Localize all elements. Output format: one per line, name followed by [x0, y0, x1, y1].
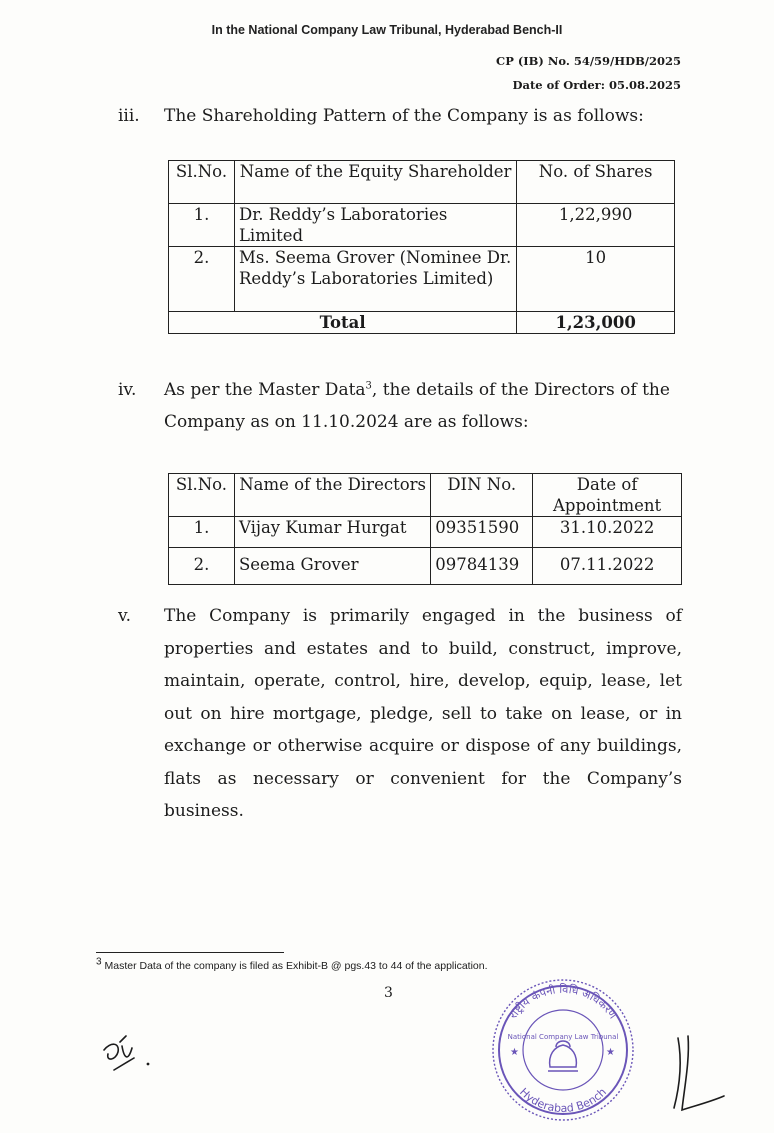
table-row [169, 548, 682, 585]
section-v-number: v. [118, 606, 131, 626]
initials-signature-left [96, 1028, 166, 1088]
directors-table [168, 473, 682, 585]
row-sl-no: 2. [169, 548, 235, 585]
row-sl-no: 1. [169, 204, 235, 247]
row-shares: 10 [517, 247, 675, 312]
table-header-row [169, 474, 682, 517]
order-date: Date of Order: 05.08.2025 [512, 78, 681, 92]
svg-text:राष्ट्रीय कंपनी विधि अधिकरण: राष्ट्रीय कंपनी विधि अधिकरण [506, 982, 620, 1022]
footnote-text: Master Data of the company is filed as Exhibit-B @ pgs.43 to 44 of the application. [101, 960, 488, 972]
row-din: 09351590 [431, 517, 533, 548]
signature-right [660, 1030, 740, 1115]
section-iv-text-end: , the details of the Directors of the Company as on 11.10.2024 are as follows: [164, 380, 670, 432]
header-sl-no: Sl.No. [169, 474, 235, 517]
shareholding-table [168, 160, 675, 334]
header-director-name: Name of the Directors [234, 474, 430, 517]
header-shareholder-name: Name of the Equity Shareholder [234, 161, 516, 204]
header-no-of-shares: No. of Shares [517, 161, 675, 204]
footnote [96, 956, 488, 972]
court-header: In the National Company Law Tribunal, Hyderabad Bench-II [211, 23, 563, 37]
row-shareholder-name: Ms. Seema Grover (Nominee Dr. Reddy’s Laboratories Limited) [234, 247, 516, 312]
total-label: Total [169, 312, 517, 334]
table-row [169, 517, 682, 548]
table-row [169, 204, 675, 247]
row-sl-no: 1. [169, 517, 235, 548]
section-v-text: The Company is primarily engaged in the business of properties and estates and to build, construct, improve, maintain, operate, control, hire, develop, equip, lease, let out on hire mortgage, pledge, sell to take on lease, or in exchange or otherwise acquire or dispose of any buildings, flats as necessary or convenient for the Company’s business. [164, 606, 682, 821]
page-number: 3 [384, 985, 393, 1001]
row-sl-no: 2. [169, 247, 235, 312]
header-din-no: DIN No. [431, 474, 533, 517]
row-shareholder-name: Dr. Reddy’s Laboratories Limited [234, 204, 516, 247]
svg-text:★: ★ [510, 1047, 519, 1058]
section-iii-number: iii. [118, 106, 140, 126]
section-iv-number: iv. [118, 380, 137, 400]
header-sl-no: Sl.No. [169, 161, 235, 204]
case-number: CP (IB) No. 54/59/HDB/2025 [496, 54, 681, 68]
section-iii-text: The Shareholding Pattern of the Company is as follows: [164, 106, 644, 126]
footnote-ref: 3 [365, 380, 372, 392]
table-header-row [169, 161, 675, 204]
table-total-row [169, 312, 675, 334]
section-iv-text [164, 374, 684, 438]
footnote-divider [96, 952, 284, 953]
svg-text:Hyderabad Bench: Hyderabad Bench [517, 1085, 609, 1116]
header-date-of-appointment: Date of Appointment [533, 474, 682, 517]
row-director-name: Seema Grover [234, 548, 430, 585]
section-iv-text-start: As per the Master Data [164, 380, 366, 400]
table-row [169, 247, 675, 312]
row-din: 09784139 [431, 548, 533, 585]
row-director-name: Vijay Kumar Hurgat [234, 517, 430, 548]
row-date: 07.11.2022 [533, 548, 682, 585]
svg-text:★: ★ [606, 1047, 615, 1058]
row-date: 31.10.2022 [533, 517, 682, 548]
total-value: 1,23,000 [517, 312, 675, 334]
footnote-mark: 3 [96, 956, 102, 968]
svg-text:National Company Law Tribunal: National Company Law Tribunal [507, 1033, 619, 1041]
tribunal-seal-stamp [478, 975, 648, 1125]
row-shares: 1,22,990 [517, 204, 675, 247]
